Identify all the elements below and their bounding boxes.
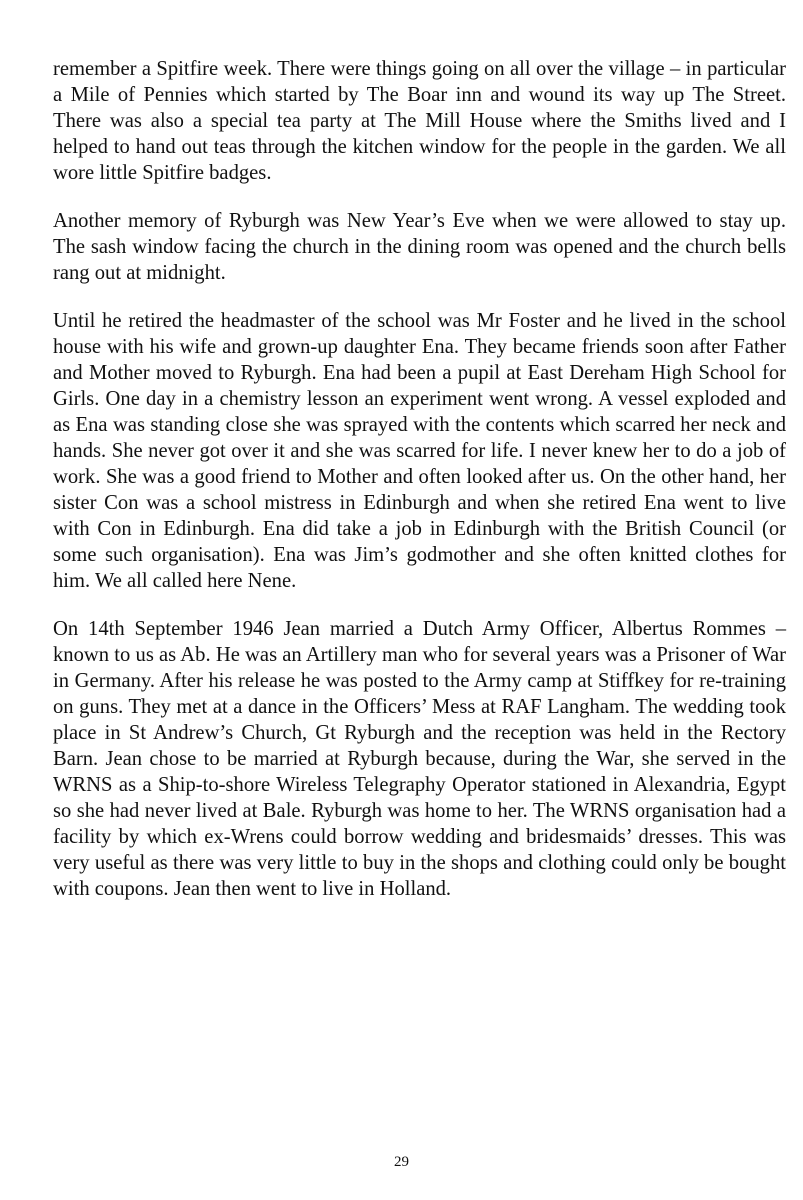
page-body (53, 56, 786, 924)
paragraph-jean-wedding: On 14th September 1946 Jean married a Dutch Army Officer, Albertus Rommes – known to us as Ab. He was an Artillery man who for several years was a Prisoner of War in Germany. After his release he was posted to the Army camp at Stiffkey for re-training on guns. They met at a dance in the Officers’ Mess at RAF Langham. The wedding took place in St Andrew’s Church, Gt Ryburgh and the reception was held in the Rectory Barn. Jean chose to be married at Ryburgh because, during the War, she served in the WRNS as a Ship-to-shore Wireless Telegraphy Operator stationed in Alexandria, Egypt so she had never lived at Bale. Ryburgh was home to her. The WRNS organisation had a facility by which ex-Wrens could borrow wedding and bridesmaids’ dresses. This was very useful as there was very little to buy in the shops and clothing could only be bought with coupons. Jean then went to live in Holland. (53, 618, 786, 900)
paragraph-new-years-eve: Another memory of Ryburgh was New Year’s Eve when we were allowed to stay up. The sash window facing the church in the dining room was opened and the church bells rang out at midnight. (53, 210, 786, 284)
paragraph-spitfire-week: remember a Spitfire week. There were things going on all over the village – in particular a Mile of Pennies which started by The Boar inn and wound its way up The Street. There was also a special tea party at The Mill House where the Smiths lived and I helped to hand out teas through the kitchen window for the people in the garden. We all wore little Spitfire badges. (53, 58, 786, 184)
page-number: 29 (394, 1154, 409, 1170)
paragraph-ena-foster: Until he retired the headmaster of the school was Mr Foster and he lived in the school house with his wife and grown-up daughter Ena. They became friends soon after Father and Mother moved to Ryburgh. Ena had been a pupil at East Dereham High School for Girls. One day in a chemistry lesson an experiment went wrong. A vessel exploded and as Ena was standing close she was sprayed with the contents which scarred her neck and hands. She never got over it and she was scarred for life. I never knew her to do a job of work. She was a good friend to Mother and often looked after us. On the other hand, her sister Con was a school mistress in Edinburgh and when she retired Ena went to live with Con in Edinburgh. Ena did take a job in Edinburgh with the British Council (or some such organisation). Ena was Jim’s godmother and she often knitted clothes for him. We all called here Nene. (53, 310, 786, 592)
